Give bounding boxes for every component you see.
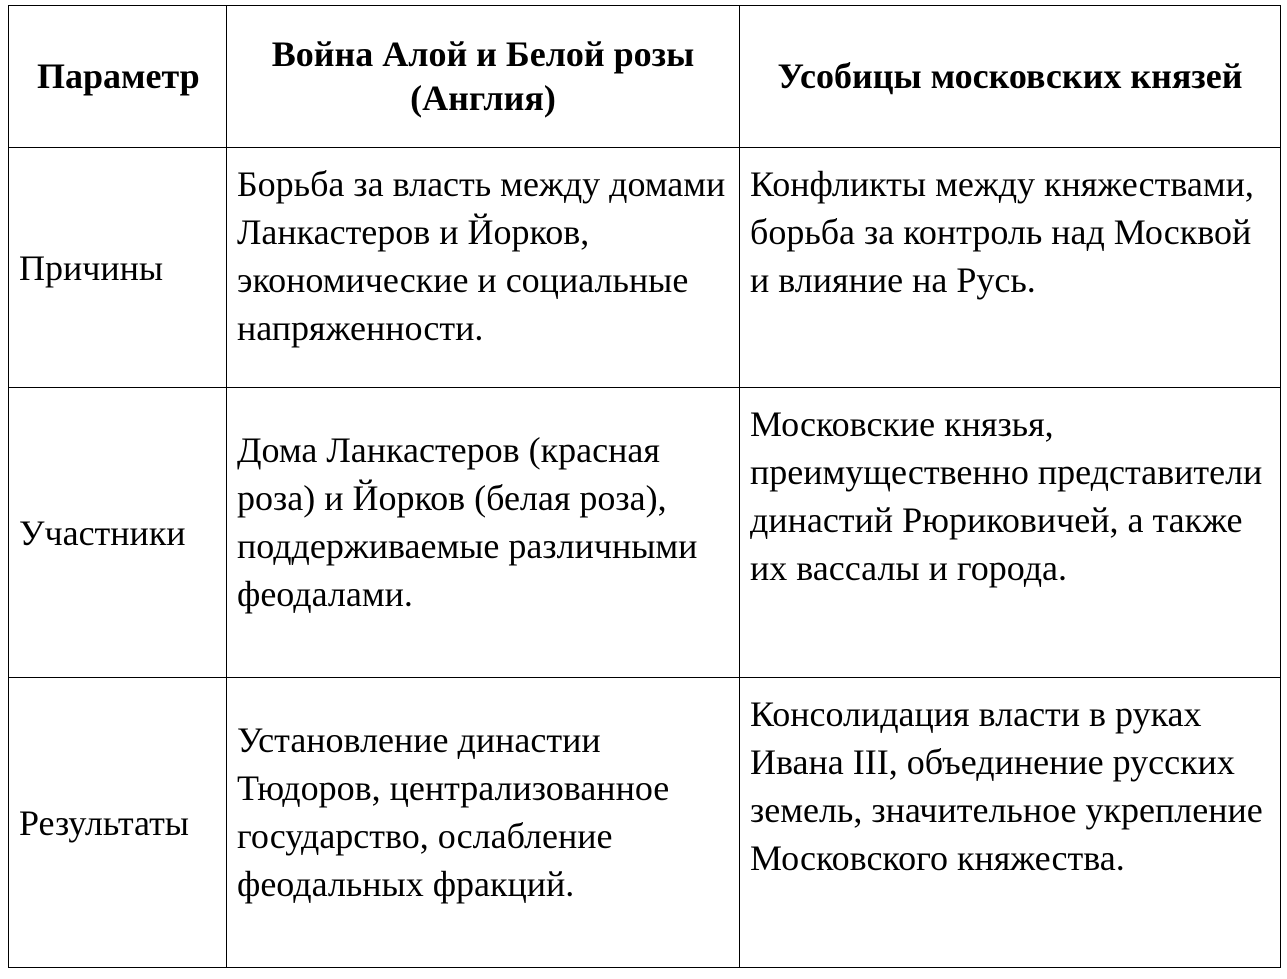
england-text: Борьба за власть между домами Ланкастеров и Йорков, экономические и социальные напряженности. [237,164,726,348]
moscow-text: Консолидация власти в руках Ивана III, объединение русских земель, значительное укрепление Московского княжества. [750,694,1263,878]
param-cell [9,388,227,678]
param-label: Участники [19,512,186,553]
param-cell [9,678,227,968]
moscow-cell [740,678,1281,968]
header-moscow-label: Усобицы московских князей [777,55,1243,96]
table-row-participants [9,388,1281,678]
header-moscow [740,6,1281,148]
moscow-text: Конфликты между княжествами, борьба за контроль над Москвой и влияние на Русь. [750,164,1254,300]
moscow-cell [740,388,1281,678]
param-label: Результаты [19,802,189,843]
england-text: Установление династии Тюдоров, централизованное государство, ослабление феодальных фракций. [237,720,670,904]
header-row [9,6,1281,148]
comparison-table [8,5,1281,968]
table-row-causes [9,148,1281,388]
param-label: Причины [19,247,164,288]
header-england [227,6,740,148]
moscow-cell [740,148,1281,388]
table-row-results [9,678,1281,968]
header-param [9,6,227,148]
header-param-label: Параметр [37,55,200,96]
param-cell [9,148,227,388]
header-england-label: Война Алой и Белой розы (Англия) [271,33,695,118]
moscow-text: Московские князья, преимущественно представители династий Рюриковичей, а также их вассалы и города. [750,404,1263,588]
england-cell [227,148,740,388]
england-cell [227,388,740,678]
england-cell [227,678,740,968]
england-text: Дома Ланкастеров (красная роза) и Йорков (белая роза), поддерживаемые различными феодалами. [237,430,698,614]
